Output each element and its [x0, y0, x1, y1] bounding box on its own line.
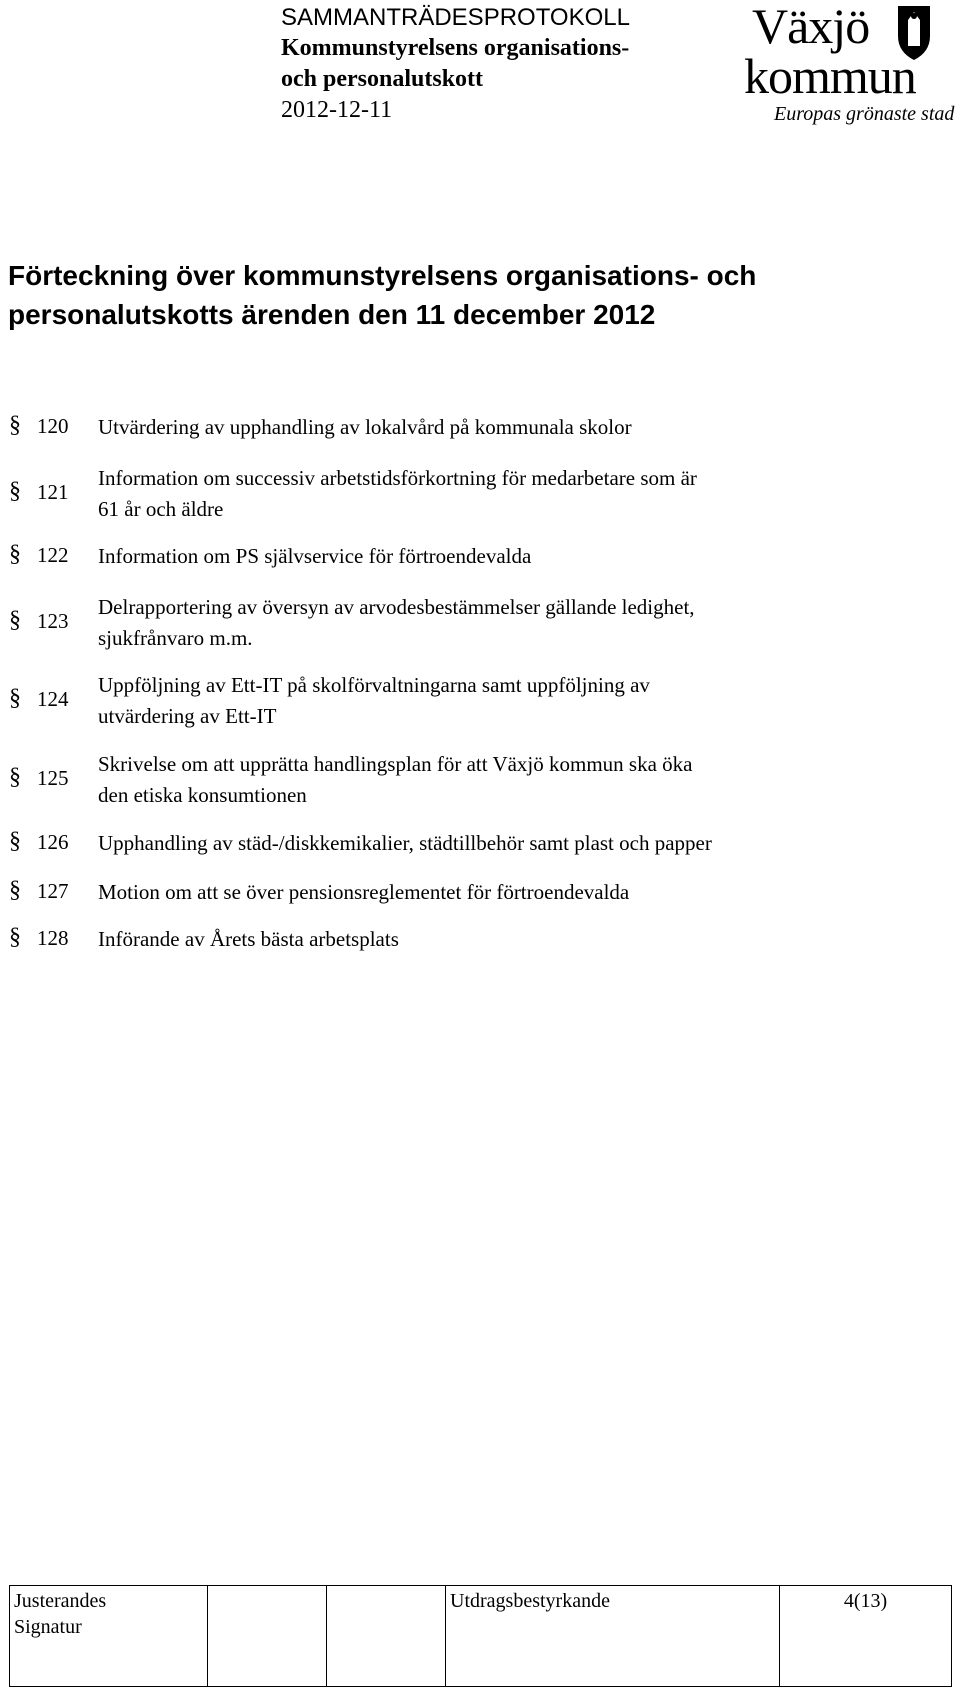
- item-text: [98, 877, 928, 908]
- utdragsbestyrkande-label: Utdragsbestyrkande: [450, 1590, 610, 1612]
- logo-name: Växjö: [752, 0, 870, 54]
- item-text: [98, 412, 928, 443]
- item-number: 126: [37, 830, 69, 854]
- item-text-line: Upphandling av städ-/diskkemikalier, städtillbehör samt plast och papper: [98, 831, 712, 855]
- item-number: 120: [37, 414, 69, 438]
- item-text-line: utvärdering av Ett-IT: [98, 704, 277, 728]
- paragraph-symbol: §: [9, 924, 21, 950]
- committee-name-line1: Kommunstyrelsens organisations-: [281, 35, 630, 61]
- item-text-line: Information om successiv arbetstidsförkortning för medarbetare som är: [98, 466, 697, 490]
- item-text: [98, 924, 928, 955]
- item-text-line: Delrapportering av översyn av arvodesbestämmelser gällande ledighet,: [98, 595, 695, 619]
- item-text-line: Information om PS självservice för förtroendevalda: [98, 544, 532, 568]
- signature-box-1: [208, 1586, 327, 1687]
- justerandes-cell: [10, 1586, 208, 1687]
- item-number: 121: [37, 480, 69, 504]
- justerandes-label: Justerandes: [14, 1590, 107, 1612]
- document-header: [281, 2, 701, 126]
- item-number: 125: [37, 766, 69, 790]
- page-number-cell: [780, 1586, 952, 1687]
- item-number: 128: [37, 926, 69, 950]
- title-line-2: personalutskotts ärenden den 11 december 2012: [8, 299, 656, 330]
- committee-name-line2: och personalutskott: [281, 66, 484, 92]
- signature-footer: [9, 1585, 952, 1687]
- paragraph-symbol: §: [9, 764, 21, 790]
- item-text: [98, 541, 928, 572]
- paragraph-symbol: §: [9, 607, 21, 633]
- item-text: [98, 749, 928, 811]
- meeting-date: 2012-12-11: [281, 97, 393, 123]
- item-text-line: Uppföljning av Ett-IT på skolförvaltningarna samt uppföljning av: [98, 673, 650, 697]
- item-text-line: Utvärdering av upphandling av lokalvård på kommunala skolor: [98, 415, 632, 439]
- item-text: [98, 670, 928, 732]
- item-text-line: sjukfrånvaro m.m.: [98, 626, 253, 650]
- title-line-1: Förteckning över kommunstyrelsens organisations- och: [8, 260, 757, 291]
- paragraph-symbol: §: [9, 412, 21, 438]
- item-text: [98, 828, 958, 859]
- paragraph-symbol: §: [9, 478, 21, 504]
- item-number: 123: [37, 609, 69, 633]
- signatur-label: Signatur: [14, 1616, 82, 1638]
- page-number: 4(13): [843, 1590, 888, 1612]
- item-text-line: Skrivelse om att upprätta handlingsplan för att Växjö kommun ska öka: [98, 752, 693, 776]
- paragraph-symbol: §: [9, 685, 21, 711]
- utdragsbestyrkande-cell: [446, 1586, 780, 1687]
- item-number: 122: [37, 543, 69, 567]
- item-text-line: Införande av Årets bästa arbetsplats: [98, 927, 399, 951]
- paragraph-symbol: §: [9, 877, 21, 903]
- item-text-line: Motion om att se över pensionsreglementet för förtroendevalda: [98, 880, 630, 904]
- item-number: 124: [37, 687, 69, 711]
- signature-box-2: [327, 1586, 446, 1687]
- item-text-line: den etiska konsumtionen: [98, 783, 307, 807]
- paragraph-symbol: §: [9, 541, 21, 567]
- logo-sub: kommun: [744, 48, 916, 104]
- item-text: [98, 592, 928, 654]
- item-text: [98, 463, 928, 525]
- page-title: [8, 256, 948, 334]
- item-number: 127: [37, 879, 69, 903]
- document-type: SAMMANTRÄDESPROTOKOLL: [281, 4, 630, 31]
- item-text-line: 61 år och äldre: [98, 497, 224, 521]
- vaxjo-kommun-logo: [744, 0, 960, 125]
- paragraph-symbol: §: [9, 828, 21, 854]
- logo-tagline: Europas grönaste stad: [774, 103, 955, 125]
